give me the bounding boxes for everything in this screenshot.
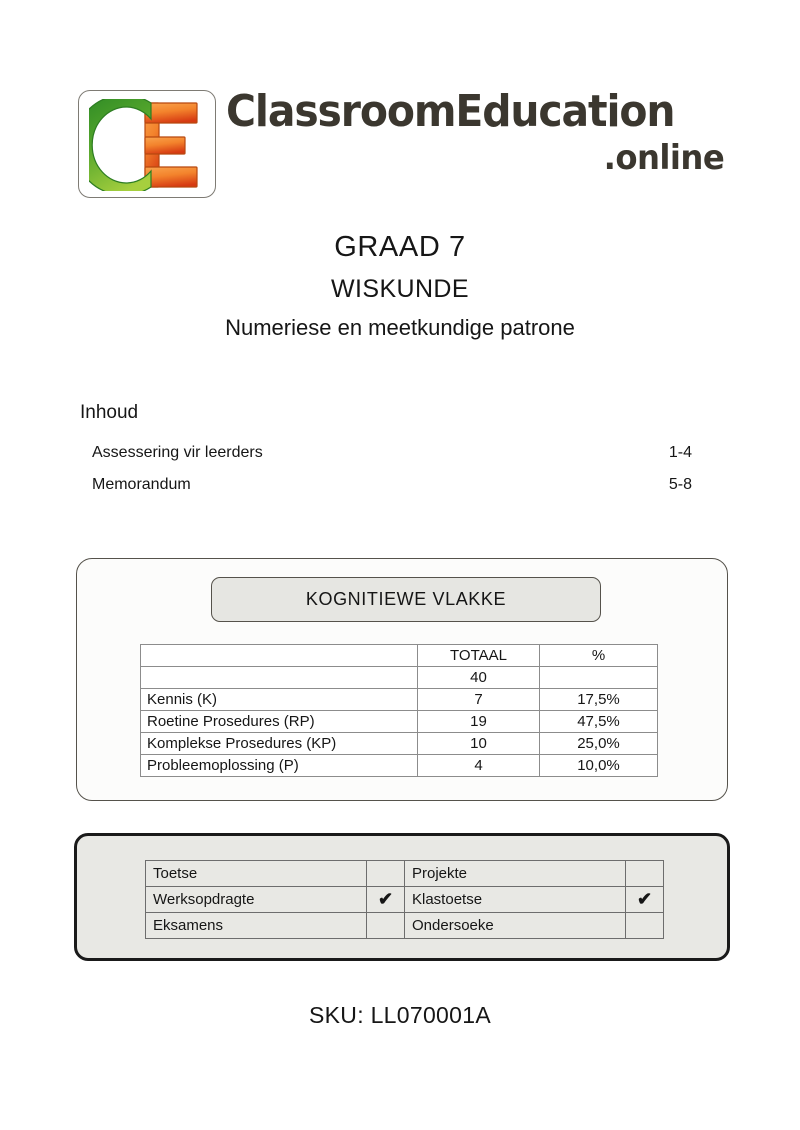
cell-total: 7	[418, 689, 540, 711]
assessment-checkbox-toetse[interactable]	[367, 861, 405, 887]
contents-heading: Inhoud	[80, 402, 139, 423]
cell-percent: 10,0%	[540, 755, 658, 777]
assessment-types-table	[145, 860, 664, 939]
cell-label: Probleemoplossing (P)	[141, 755, 418, 777]
contents-item-label: Memorandum	[92, 476, 191, 493]
assessment-checkbox-klastoetse[interactable]: ✔	[626, 887, 664, 913]
assessment-checkbox-eksamens[interactable]	[367, 913, 405, 939]
cell-label: Kennis (K)	[141, 689, 418, 711]
table-row	[146, 887, 664, 913]
brand-wordmark	[226, 86, 728, 178]
brand-name: ClassroomEducation	[226, 86, 675, 137]
contents-item-memorandum	[80, 469, 692, 501]
cell-total: 40	[418, 667, 540, 689]
cell-label: Roetine Prosedures (RP)	[141, 711, 418, 733]
table-row	[141, 689, 658, 711]
table-header-row	[141, 645, 658, 667]
cell-percent	[540, 667, 658, 689]
assessment-label-eksamens: Eksamens	[146, 913, 367, 939]
cell-total: 4	[418, 755, 540, 777]
assessment-checkbox-projekte[interactable]	[626, 861, 664, 887]
assessment-checkbox-werksopdragte[interactable]: ✔	[367, 887, 405, 913]
logo-frame	[78, 90, 216, 198]
subject-title: WISKUNDE	[331, 275, 469, 303]
assessment-label-toetse: Toetse	[146, 861, 367, 887]
table-row	[141, 755, 658, 777]
contents-item-label: Assessering vir leerders	[92, 444, 263, 461]
grade-title: GRAAD 7	[334, 231, 466, 263]
cell-total: 19	[418, 711, 540, 733]
ce-monogram-logo-icon	[89, 99, 207, 191]
column-header-blank	[141, 645, 418, 667]
table-row	[141, 667, 658, 689]
column-header-total: TOTAAL	[418, 645, 540, 667]
assessment-label-werksopdragte: Werksopdragte	[146, 887, 367, 913]
cognitive-levels-banner	[211, 577, 601, 622]
brand-header	[78, 86, 728, 205]
document-titles	[0, 228, 800, 343]
cell-percent: 47,5%	[540, 711, 658, 733]
table-row	[141, 733, 658, 755]
assessment-label-ondersoeke: Ondersoeke	[405, 913, 626, 939]
assessment-types-panel	[74, 833, 730, 961]
table-row	[146, 913, 664, 939]
contents-section	[80, 400, 692, 501]
table-row	[141, 711, 658, 733]
cognitive-levels-banner-label: KOGNITIEWE VLAKKE	[305, 589, 507, 609]
table-row	[146, 861, 664, 887]
cognitive-levels-panel	[76, 558, 728, 801]
assessment-label-klastoetse: Klastoetse	[405, 887, 626, 913]
brand-domain: .online	[603, 138, 725, 178]
contents-item-pages: 5-8	[668, 476, 692, 493]
contents-item-assessering	[80, 437, 692, 469]
cell-percent: 17,5%	[540, 689, 658, 711]
cell-total: 10	[418, 733, 540, 755]
assessment-label-projekte: Projekte	[405, 861, 626, 887]
cell-label: Komplekse Prosedures (KP)	[141, 733, 418, 755]
contents-item-pages: 1-4	[668, 444, 692, 461]
column-header-percent: %	[540, 645, 658, 667]
topic-title: Numeriese en meetkundige patrone	[225, 315, 575, 340]
cell-percent: 25,0%	[540, 733, 658, 755]
cell-label	[141, 667, 418, 689]
sku-label: SKU: LL070001A	[309, 1002, 491, 1028]
assessment-checkbox-ondersoeke[interactable]	[626, 913, 664, 939]
cognitive-levels-table	[140, 644, 658, 777]
